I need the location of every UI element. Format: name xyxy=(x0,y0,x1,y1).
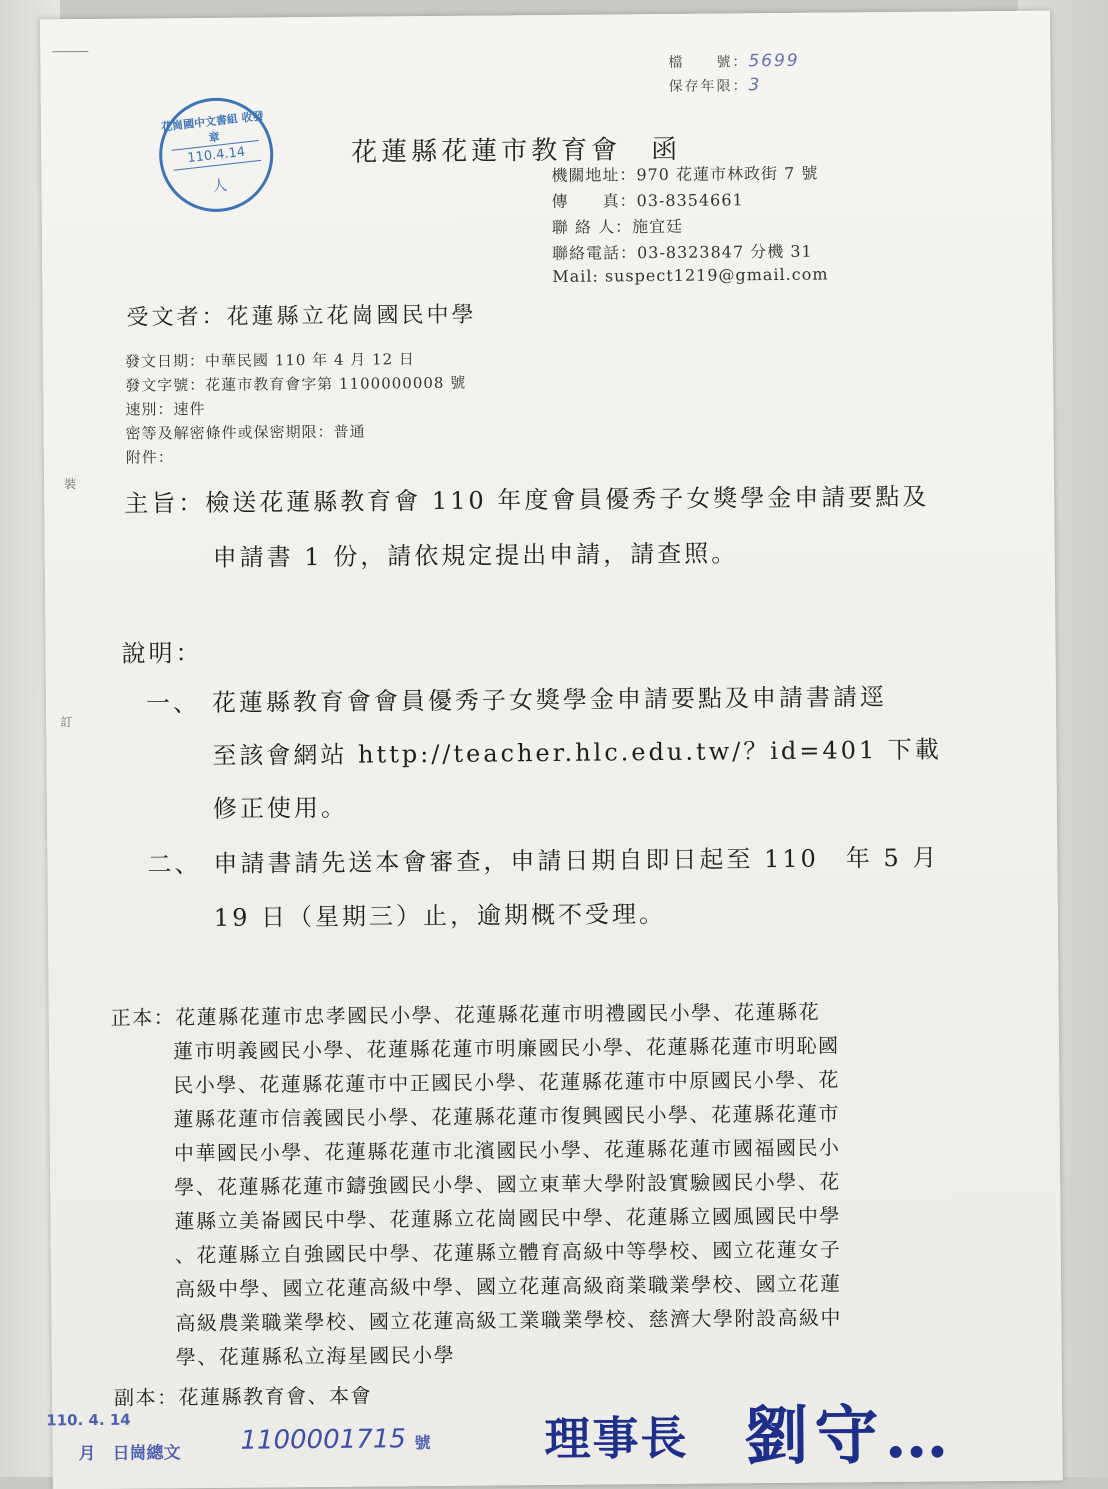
copy-recipients: 副本：花蓮縣教育會、本會 xyxy=(113,1383,373,1410)
distribution-line: 民小學、花蓮縣花蓮市中正國民小學、花蓮縣花蓮市中原國民小學、花 xyxy=(173,1067,840,1098)
file-number-row xyxy=(668,51,799,72)
document-title: 花蓮縣花蓮市教育會 函 xyxy=(351,134,682,168)
distribution-line: 蓮市明義國民小學、花蓮縣花蓮市明廉國民小學、花蓮縣花蓮市明恥國 xyxy=(172,1033,840,1064)
footer-stamp-number: 1100001715 xyxy=(240,1424,406,1456)
file-number-label: 檔 號： xyxy=(668,54,749,71)
distribution-line: 蓮縣花蓮市信義國民小學、花蓮縣花蓮市復興國民小學、花蓮縣花蓮市 xyxy=(173,1101,841,1132)
item-2-marker: 二、 xyxy=(147,850,202,879)
recipient: 受文者：花蓮縣立花崗國民中學 xyxy=(126,302,477,331)
document-page xyxy=(40,11,1063,1489)
document-number: 發文字號：花蓮市教育會字第 1100000008 號 xyxy=(125,373,467,395)
chairman-title-seal: 理事長 xyxy=(544,1410,689,1467)
contact-phone: 聯絡電話：03-8323847 分機 31 xyxy=(551,241,813,263)
file-number-value: 5699 xyxy=(748,50,800,72)
subject-line-1: 主旨：檢送花蓮縣教育會 110 年度會員優秀子女獎學金申請要點及 xyxy=(124,482,930,518)
distribution-line: 蓮縣立美崙國民中學、花蓮縣立花崗國民中學、花蓮縣立國風國民中學 xyxy=(174,1203,842,1234)
retention-label: 保存年限： xyxy=(668,78,749,95)
distribution-line: 高級農業職業學校、國立花蓮高級工業職業學校、慈濟大學附設高級中 xyxy=(175,1305,842,1336)
item-2-line-2: 19 日（星期三）止，逾期概不受理。 xyxy=(213,899,667,932)
retention-value: 3 xyxy=(748,75,762,96)
explanation-label: 說明： xyxy=(121,639,203,668)
confidentiality: 密等及解密條件或保密期限：普通 xyxy=(125,422,366,443)
item-2-line-1: 申請書請先送本會審查，申請日期自即日起至 110 年 5 月 xyxy=(213,843,940,878)
distribution-line: 中華國民小學、花蓮縣花蓮市北濱國民小學、花蓮縣花蓮市國福國民小 xyxy=(173,1135,841,1166)
contact-person: 聯 絡 人：施宜廷 xyxy=(551,216,684,237)
item-1-line-3: 修正使用。 xyxy=(212,793,349,823)
distribution-line: 、花蓮縣立自強國民中學、花蓮縣立體育高級中等學校、國立花蓮女子 xyxy=(174,1237,842,1268)
footer-stamp-date: 110. 4. 14 xyxy=(46,1410,131,1430)
item-1-line-2: 至該會網站 http://teacher.hlc.edu.tw/？id=401 下載 xyxy=(212,735,942,770)
subject-line-2: 申請書 1 份，請依規定提出申請，請查照。 xyxy=(212,539,739,572)
issue-date: 發文日期：中華民國 110 年 4 月 12 日 xyxy=(124,350,415,371)
chairman-name-seal: 劉守… xyxy=(744,1397,955,1475)
receipt-stamp xyxy=(153,92,279,218)
binding-mark-bind: 裝 xyxy=(64,477,77,492)
contact-address: 機關地址：970 花蓮市林政街 7 號 xyxy=(551,163,819,185)
item-1-line-1: 花蓮縣教育會會員優秀子女獎學金申請要點及申請書請逕 xyxy=(211,683,888,717)
receipt-stamp-org: 花崗國中文書組 收發章 xyxy=(160,109,265,145)
item-1-marker: 一、 xyxy=(145,689,201,718)
contact-fax: 傳 真：03-8354661 xyxy=(551,190,744,211)
footer-stamp-suffix: 號 xyxy=(414,1433,431,1453)
receipt-stamp-handler: 人 xyxy=(211,175,229,196)
corner-mark xyxy=(52,51,88,52)
binding-mark-staple: 訂 xyxy=(60,715,73,730)
distribution-line: 高級中學、國立花蓮高級中學、國立花蓮高級商業職業學校、國立花蓮 xyxy=(175,1271,842,1302)
attachments: 附件： xyxy=(125,448,174,467)
distribution-line: 學、花蓮縣私立海星國民小學 xyxy=(175,1342,456,1370)
distribution-line: 正本：花蓮縣花蓮市忠孝國民小學、花蓮縣花蓮市明禮國民小學、花蓮縣花 xyxy=(110,999,821,1030)
contact-email: Mail: suspect1219@gmail.com xyxy=(552,264,829,286)
retention-row xyxy=(669,75,762,96)
distribution-line: 學、花蓮縣花蓮市鑄強國民小學、國立東華大學附設實驗國民小學、花 xyxy=(174,1169,841,1200)
urgency: 速別：速件 xyxy=(125,399,206,419)
footer-stamp-label: 月 日崗總文 xyxy=(78,1443,181,1465)
receipt-stamp-date: 110.4.14 xyxy=(171,140,261,171)
